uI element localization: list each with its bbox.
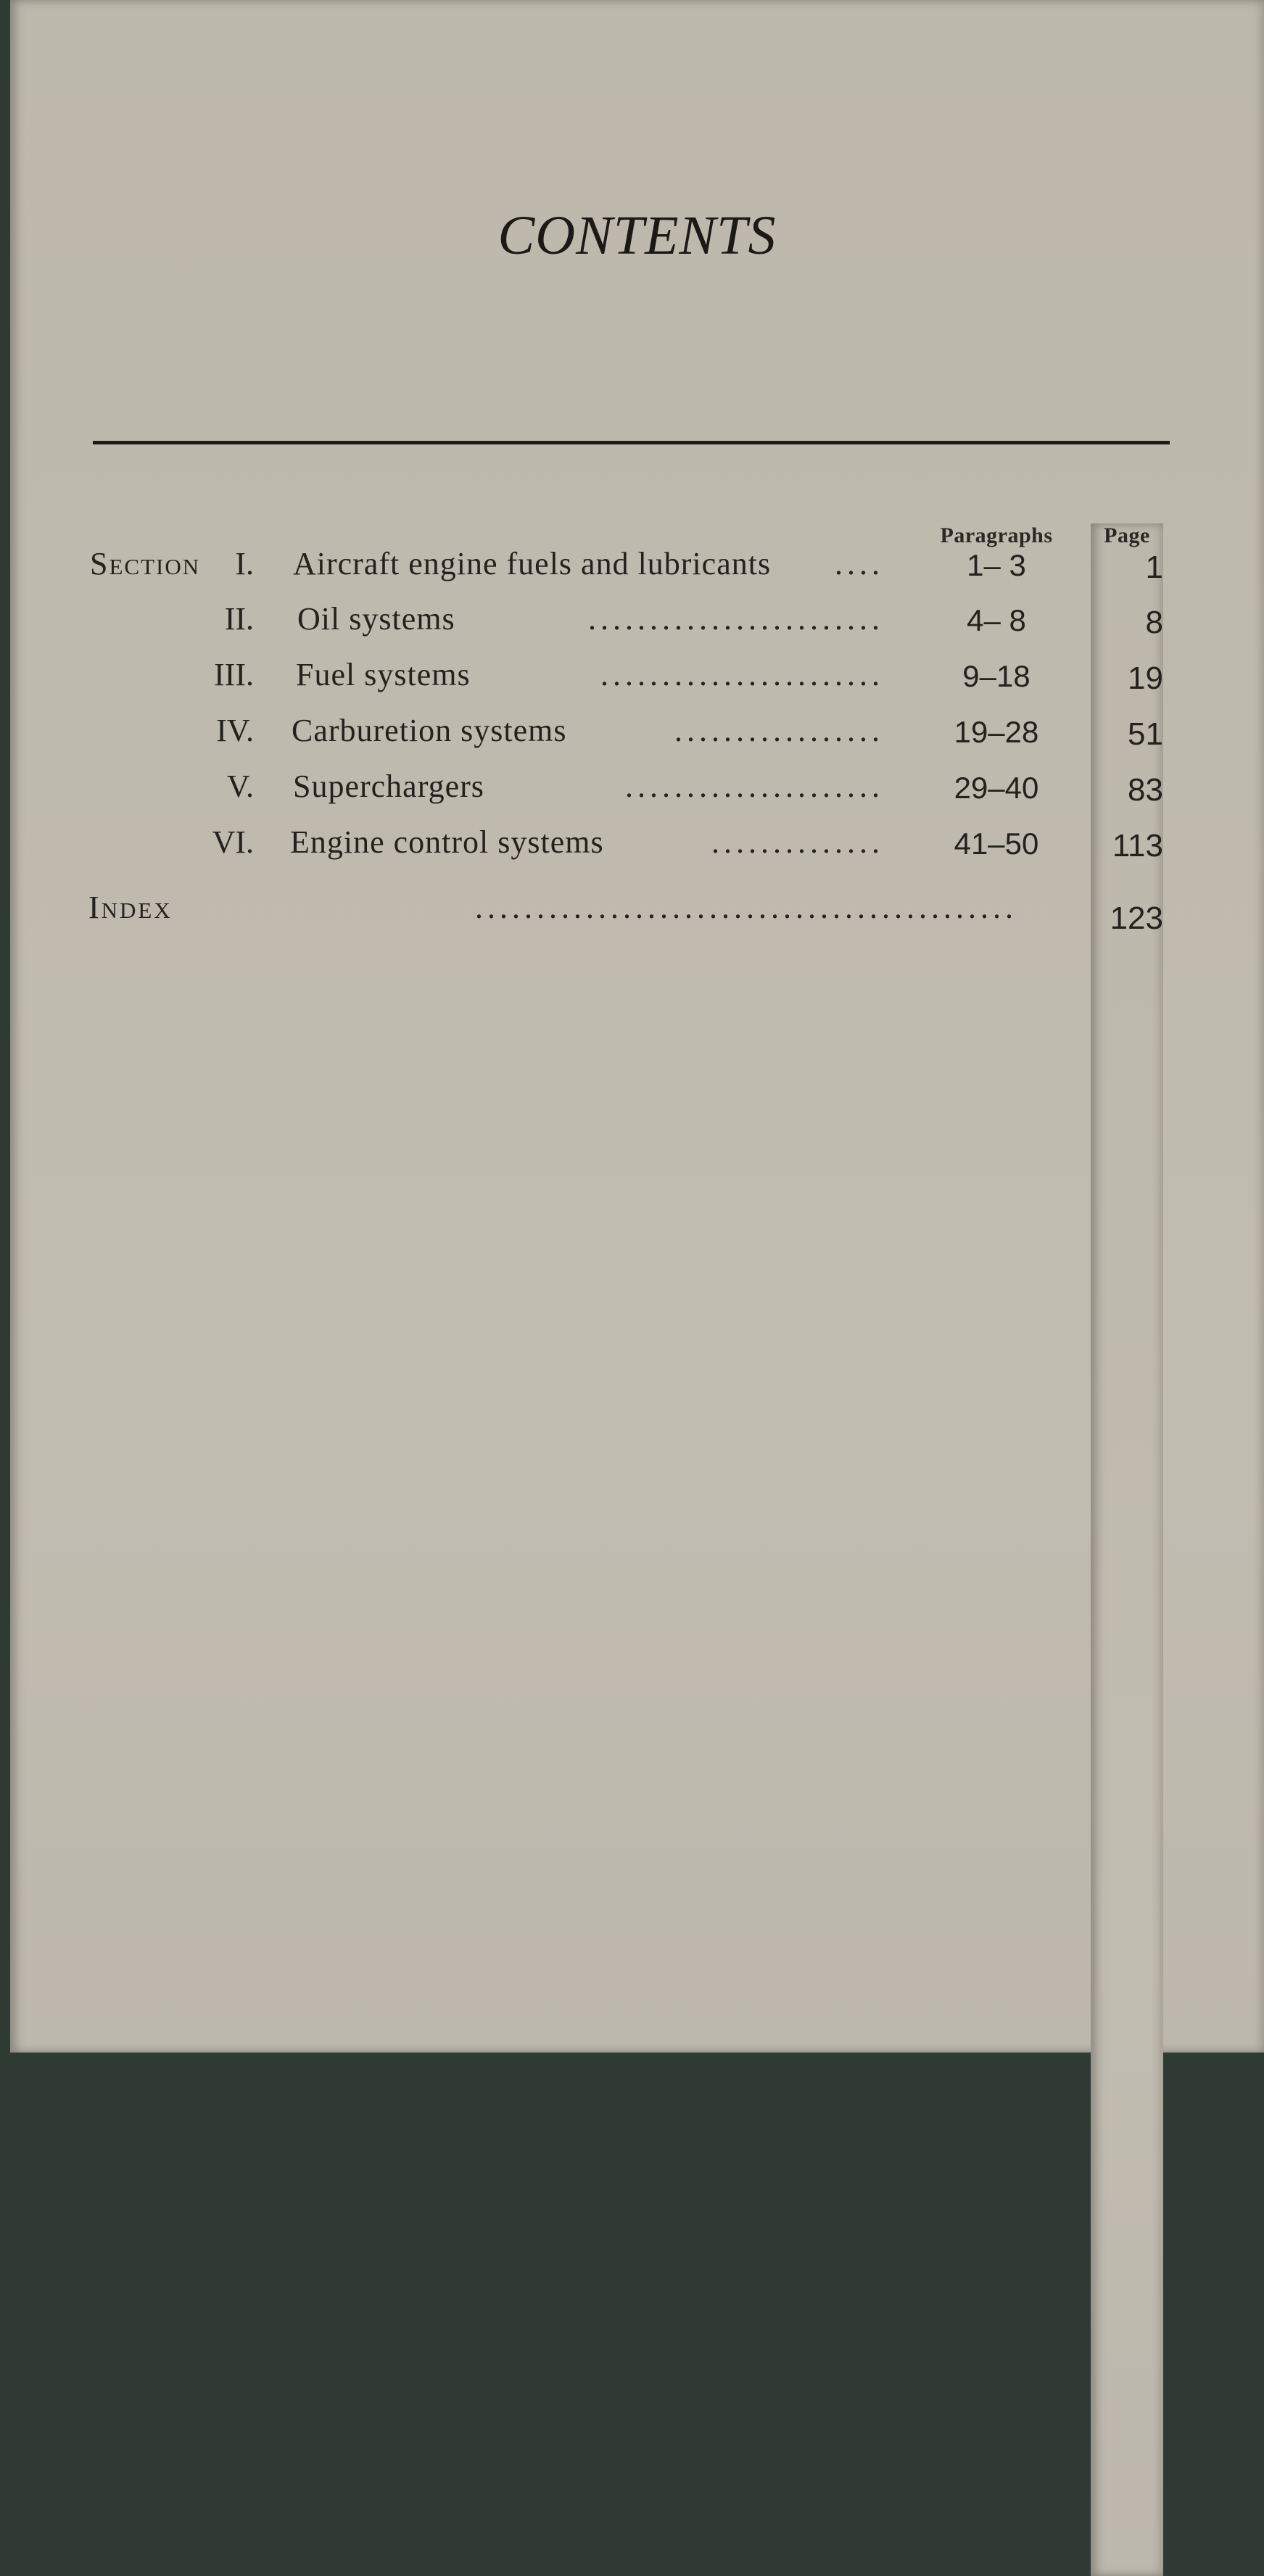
section-title: Engine control systems: [290, 824, 604, 860]
section-title: Fuel systems: [296, 657, 471, 692]
page-column-header: Page: [1091, 523, 1163, 2576]
paragraph-range: 29–40: [954, 771, 1039, 805]
section-title: Superchargers: [293, 769, 484, 804]
toc-entry-section-1[interactable]: [10, 545, 1264, 589]
paragraphs-column-header: Paragraphs: [940, 523, 1053, 547]
page-number: 1: [1145, 550, 1163, 585]
toc-entry-section-2[interactable]: [10, 600, 1264, 644]
section-numeral: VI.: [212, 824, 254, 860]
section-title: Aircraft engine fuels and lubricants: [293, 546, 772, 581]
section-title: Oil systems: [297, 601, 455, 637]
horizontal-rule: [93, 441, 1170, 444]
paragraph-range: 4– 8: [967, 603, 1026, 637]
section-numeral: V.: [226, 769, 254, 804]
dot-leader: ........................: [588, 601, 884, 637]
page-number: 113: [1112, 828, 1163, 864]
contents-page: [10, 0, 1264, 2053]
section-numeral: I.: [235, 546, 254, 581]
dot-leader: ..............: [711, 824, 884, 860]
paragraph-range: 9–18: [962, 659, 1030, 693]
section-numeral: IV.: [216, 713, 254, 748]
toc-entry-section-6[interactable]: [10, 824, 1264, 867]
section-numeral: III.: [214, 657, 254, 692]
dot-leader: .................: [674, 713, 884, 748]
section-word: Section: [90, 546, 201, 581]
paragraph-range: 19–28: [954, 715, 1039, 749]
page-title: CONTENTS: [497, 205, 777, 266]
section-numeral: II.: [224, 601, 254, 637]
page-number: 123: [1110, 900, 1163, 936]
page-number: 83: [1128, 772, 1163, 808]
toc-entry-index[interactable]: [10, 889, 1264, 936]
dot-leader: .....................: [625, 769, 884, 804]
toc-entry-section-5[interactable]: [10, 768, 1264, 811]
dot-leader: ............................................: [475, 890, 1017, 925]
paragraph-range: 1– 3: [967, 548, 1026, 582]
page-number: 8: [1145, 605, 1163, 640]
section-title: Carburetion systems: [292, 713, 567, 748]
page-number: 19: [1128, 660, 1163, 696]
dot-leader: .......................: [600, 657, 884, 692]
page-number: 51: [1128, 716, 1163, 752]
toc-entry-section-4[interactable]: [10, 712, 1264, 755]
dot-leader: ....: [835, 546, 884, 581]
index-label: Index: [88, 890, 173, 925]
paragraph-range: 41–50: [954, 827, 1039, 861]
toc-entry-section-3[interactable]: [10, 656, 1264, 700]
